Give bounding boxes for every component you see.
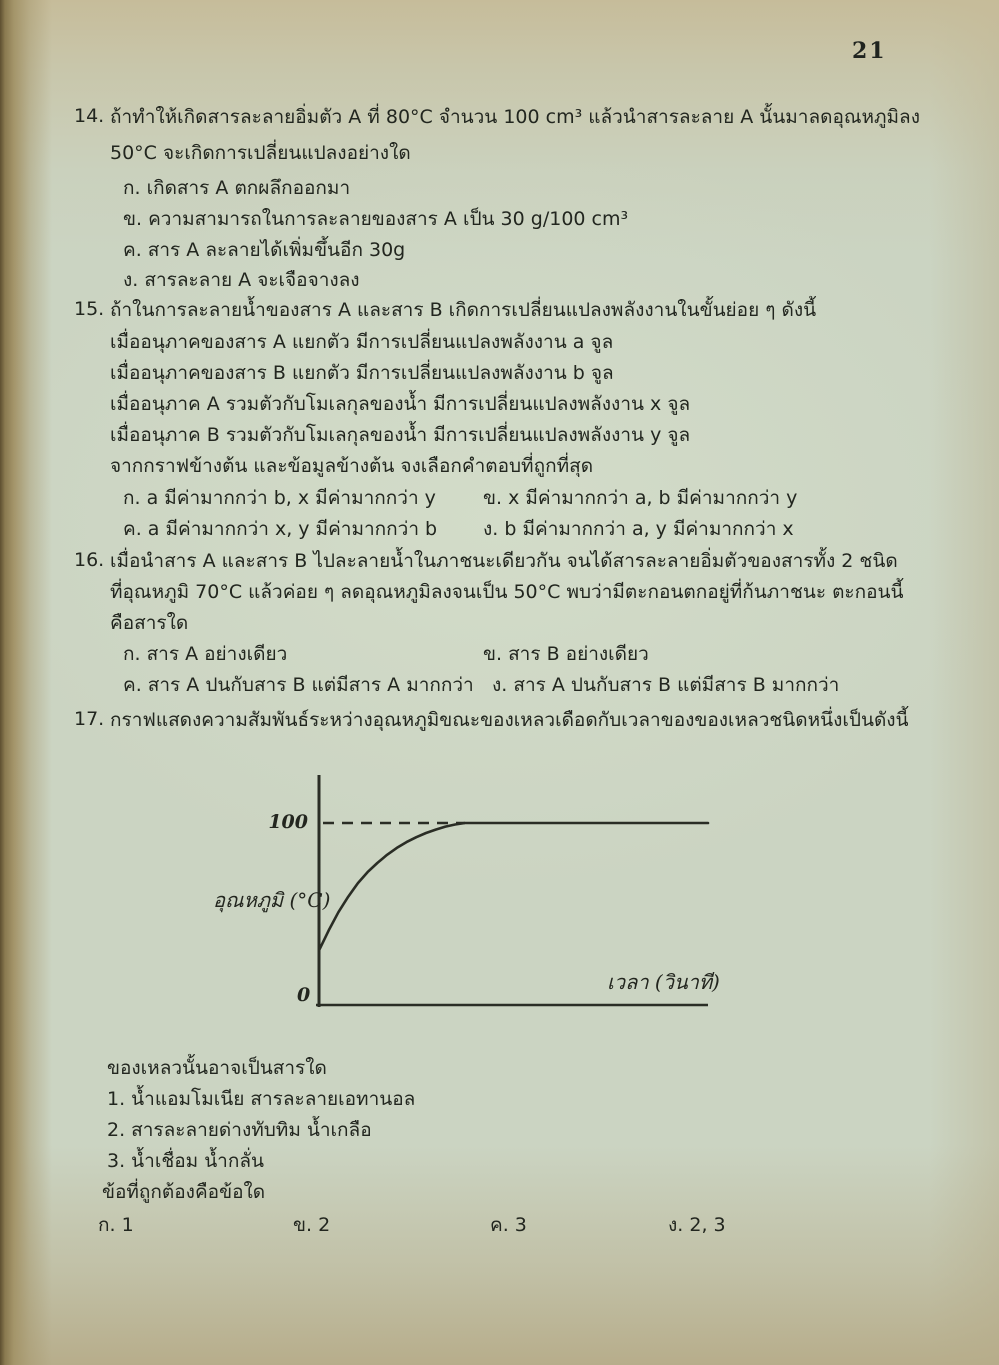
q17-item-3: 3. น้ำเชื่อม น้ำกลั่น xyxy=(107,1150,264,1172)
q17-answer-d: ง. 2, 3 xyxy=(668,1214,726,1236)
q14-choice-b: ข. ความสามารถในการละลายของสาร A เป็น 30 g/100 cm³ xyxy=(123,208,629,230)
q17-line-1: กราฟแสดงความสัมพันธ์ระหว่างอุณหภูมิขณะของเหลวเดือดกับเวลาของของเหลวชนิดหนึ่งเป็นดังนี้ xyxy=(110,709,909,731)
q17-answer-a: ก. 1 xyxy=(98,1214,134,1236)
q15-line-4: เมื่ออนุภาค A รวมตัวกับโมเลกุลของน้ำ มีการเปลี่ยนแปลงพลังงาน x จูล xyxy=(110,393,691,415)
y-axis-label: อุณหภูมิ (°C) xyxy=(213,888,331,912)
q15-choice-b: ข. x มีค่ามากกว่า a, b มีค่ามากกว่า y xyxy=(483,487,798,509)
q15-line-2: เมื่ออนุภาคของสาร A แยกตัว มีการเปลี่ยนแปลงพลังงาน a จูล xyxy=(110,331,614,353)
y-tick-100: 100 xyxy=(268,811,308,833)
q16-choice-c: ค. สาร A ปนกับสาร B แต่มีสาร A มากกว่า xyxy=(123,674,474,696)
q16-number: 16. xyxy=(74,549,105,571)
q14-choice-d: ง. สารละลาย A จะเจือจางลง xyxy=(123,269,360,291)
boiling-curve xyxy=(319,823,708,950)
q14-choice-a: ก. เกิดสาร A ตกผลึกออกมา xyxy=(123,177,351,199)
q17-answer-b: ข. 2 xyxy=(293,1214,331,1236)
q16-line-1: เมื่อนำสาร A และสาร B ไปละลายน้ำในภาชนะเดียวกัน จนได้สารละลายอิ่มตัวของสารทั้ง 2 ชนิด xyxy=(110,550,898,572)
x-axis-label: เวลา (วินาที) xyxy=(607,970,720,994)
q16-line-2: ที่อุณหภูมิ 70°C แล้วค่อย ๆ ลดอุณหภูมิลงจนเป็น 50°C พบว่ามีตะกอนตกอยู่ที่ก้นภาชนะ ตะกอนนี้ xyxy=(110,581,904,603)
q16-line-3: คือสารใด xyxy=(110,612,189,634)
q17-item-1: 1. น้ำแอมโมเนีย สารละลายเอทานอล xyxy=(107,1088,416,1110)
q17-after-graph: ของเหลวนั้นอาจเป็นสารใด xyxy=(107,1057,327,1079)
q14-number: 14. xyxy=(74,105,105,127)
q16-choice-a: ก. สาร A อย่างเดียว xyxy=(123,643,288,665)
q17-question: ข้อที่ถูกต้องคือข้อใด xyxy=(102,1181,266,1203)
q17-number: 17. xyxy=(74,708,105,730)
q15-line-3: เมื่ออนุภาคของสาร B แยกตัว มีการเปลี่ยนแปลงพลังงาน b จูล xyxy=(110,362,614,384)
q16-choice-b: ข. สาร B อย่างเดียว xyxy=(483,643,649,665)
page-number: 21 xyxy=(852,38,887,64)
origin-tick-0: 0 xyxy=(297,984,311,1006)
q14-line-1: ถ้าทำให้เกิดสารละลายอิ่มตัว A ที่ 80°C จำนวน 100 cm³ แล้วนำสารละลาย A นั้นมาลดอุณหภูมิลง xyxy=(110,106,920,128)
q17-answer-c: ค. 3 xyxy=(490,1214,527,1236)
q17-item-2: 2. สารละลายด่างทับทิม น้ำเกลือ xyxy=(107,1119,372,1141)
q15-line-1: ถ้าในการละลายน้ำของสาร A และสาร B เกิดการเปลี่ยนแปลงพลังงานในขั้นย่อย ๆ ดังนี้ xyxy=(110,299,817,321)
q14-choice-c: ค. สาร A ละลายได้เพิ่มขึ้นอีก 30g xyxy=(123,239,406,261)
q15-choice-d: ง. b มีค่ามากกว่า a, y มีค่ามากกว่า x xyxy=(483,518,794,540)
q14-line-2: 50°C จะเกิดการเปลี่ยนแปลงอย่างใด xyxy=(110,142,411,164)
q15-line-5: เมื่ออนุภาค B รวมตัวกับโมเลกุลของน้ำ มีการเปลี่ยนแปลงพลังงาน y จูล xyxy=(110,424,691,446)
q15-number: 15. xyxy=(74,298,105,320)
q15-choice-c: ค. a มีค่ามากกว่า x, y มีค่ามากกว่า b xyxy=(123,518,438,540)
q15-choice-a: ก. a มีค่ามากกว่า b, x มีค่ามากกว่า y xyxy=(123,487,436,509)
q16-choice-d: ง. สาร A ปนกับสาร B แต่มีสาร B มากกว่า xyxy=(492,674,840,696)
q15-line-6: จากกราฟข้างต้น และข้อมูลข้างต้น จงเลือกคำตอบที่ถูกที่สุด xyxy=(110,455,594,477)
